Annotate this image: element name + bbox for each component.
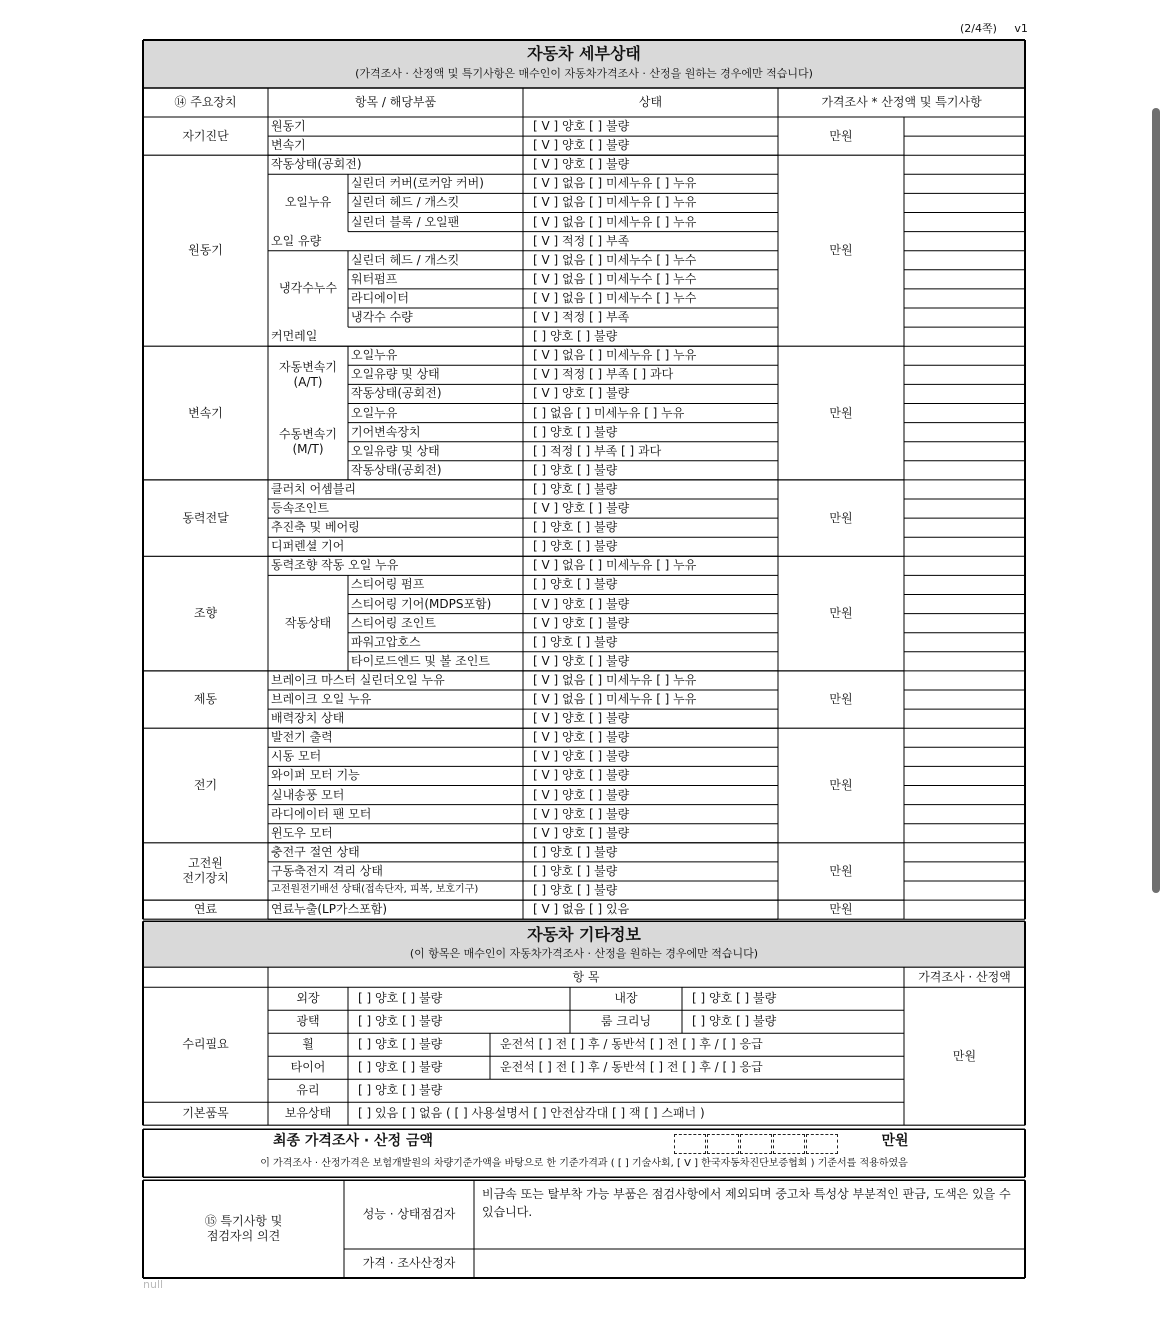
status-options: [ ] 양호 [ ] 불량 bbox=[533, 424, 618, 439]
item-label: 라디에이터 bbox=[351, 290, 409, 305]
other-row-status: [ ] 양호 [ ] 불량 bbox=[692, 991, 777, 1006]
status-options: [ V ] 없음 [ ] 미세누유 [ ] 누유 bbox=[533, 214, 697, 229]
item-label: 충전구 절연 상태 bbox=[271, 844, 360, 859]
column-header: ⑭ 주요장치 bbox=[174, 95, 237, 109]
device-group-label: 조향 bbox=[193, 606, 218, 621]
status-options: [ V ] 양호 [ ] 불량 bbox=[533, 386, 630, 401]
status-options: [ V ] 양호 [ ] 불량 bbox=[533, 501, 630, 516]
final-title: 최종 가격조사 · 산정 금액 bbox=[272, 1133, 434, 1150]
status-options: [ V ] 양호 [ ] 불량 bbox=[533, 787, 630, 802]
status-options: [ ] 양호 [ ] 불량 bbox=[533, 481, 618, 496]
item-label: 파워고압호스 bbox=[351, 634, 421, 649]
other-row-detail: 운전석 [ ] 전 [ ] 후 / 동반석 [ ] 전 [ ] 후 / [ ] 응급 bbox=[500, 1060, 763, 1075]
status-options: [ V ] 양호 [ ] 불량 bbox=[533, 138, 630, 153]
item-label: 스티어링 조인트 bbox=[351, 615, 436, 630]
item-label: 실린더 헤드 / 개스킷 bbox=[351, 252, 460, 267]
section-subtitle-other: (이 항목은 매수인이 자동차가격조사 · 산정을 원하는 경우에만 적습니다) bbox=[409, 947, 759, 961]
vertical-scrollbar[interactable] bbox=[1152, 108, 1160, 893]
item-label: 스티어링 기어(MDPS포함) bbox=[351, 596, 492, 611]
item-label: 실내송풍 모터 bbox=[271, 787, 345, 802]
other-row-label: 룸 크리닝 bbox=[600, 1014, 652, 1029]
item-label: 구동축전지 격리 상태 bbox=[271, 863, 383, 878]
other-row-status: [ ] 양호 [ ] 불량 bbox=[358, 1014, 443, 1029]
subgroup-label: 수동변속기 (M/T) bbox=[279, 426, 337, 456]
item-label: 윈도우 모터 bbox=[271, 825, 333, 840]
status-options: [ V ] 적정 [ ] 부족 bbox=[533, 233, 630, 248]
status-options: [ V ] 양호 [ ] 불량 bbox=[533, 615, 630, 630]
item-label: 실린더 커버(로커암 커버) bbox=[351, 176, 484, 191]
footer-note: null bbox=[143, 1278, 164, 1291]
status-options: [ V ] 양호 [ ] 불량 bbox=[533, 653, 630, 668]
item-label: 클러치 어셈블리 bbox=[271, 481, 356, 496]
version-label: v1 bbox=[1014, 22, 1028, 35]
final-unit: 만원 bbox=[881, 1133, 909, 1150]
status-options: [ ] 양호 [ ] 불량 bbox=[533, 462, 618, 477]
item-label: 브레이크 오일 누유 bbox=[271, 692, 372, 707]
status-options: [ V ] 양호 [ ] 불량 bbox=[533, 711, 630, 726]
device-group-label: 제동 bbox=[193, 692, 218, 707]
status-options: [ ] 양호 [ ] 불량 bbox=[533, 539, 618, 554]
item-label: 디퍼렌셜 기어 bbox=[271, 539, 345, 554]
price-unit: 만원 bbox=[829, 692, 853, 707]
amount-digit-box[interactable] bbox=[773, 1134, 805, 1154]
final-note: 이 가격조사 · 산정가격은 보험개발원의 차량기준가액을 바탕으로 한 기준가격과 ( [ ] 기술사회, [ V ] 한국자동차진단보증협회 ) 기준서를 적용하였음 bbox=[260, 1157, 908, 1169]
status-options: [ V ] 없음 [ ] 미세누유 [ ] 누유 bbox=[533, 195, 697, 210]
other-row-label: 휠 bbox=[302, 1037, 314, 1052]
item-label: 발전기 출력 bbox=[271, 730, 333, 745]
status-options: [ ] 양호 [ ] 불량 bbox=[533, 634, 618, 649]
status-options: [ ] 양호 [ ] 불량 bbox=[533, 577, 618, 592]
other-row-label: 내장 bbox=[614, 991, 638, 1006]
device-group-label: 연료 bbox=[193, 902, 218, 917]
item-label: 기어변속장치 bbox=[351, 424, 421, 439]
status-options: [ V ] 적정 [ ] 부족 bbox=[533, 310, 630, 325]
item-label: 고전원전기배선 상태(접속단자, 피복, 보호기구) bbox=[271, 884, 479, 896]
price-unit: 만원 bbox=[829, 863, 853, 878]
price-unit: 만원 bbox=[829, 510, 853, 525]
status-options: [ V ] 양호 [ ] 불량 bbox=[533, 768, 630, 783]
status-options: [ ] 양호 [ ] 불량 bbox=[533, 520, 618, 535]
other-row-label: 광택 bbox=[296, 1014, 320, 1029]
column-header: 상태 bbox=[638, 95, 663, 109]
subgroup-label: 자동변속기 (A/T) bbox=[279, 359, 337, 389]
item-label: 스티어링 펌프 bbox=[351, 577, 425, 592]
amount-digit-box[interactable] bbox=[674, 1134, 706, 1154]
device-group-label: 자기진단 bbox=[182, 128, 229, 143]
item-label: 동력조향 작동 오일 누유 bbox=[271, 558, 399, 573]
other-price-unit: 만원 bbox=[952, 1048, 977, 1063]
item-label: 오일유량 및 상태 bbox=[351, 443, 440, 458]
other-row-status: [ ] 있음 [ ] 없음 ( [ ] 사용설명서 [ ] 안전삼각대 [ ] 잭 [ ] 스패너 ) bbox=[358, 1106, 705, 1121]
subgroup-label: 냉각수누수 bbox=[279, 281, 337, 296]
item-label: 라디에이터 팬 모터 bbox=[271, 806, 372, 821]
item-label: 타이로드엔드 및 볼 조인트 bbox=[351, 653, 490, 668]
status-options: [ ] 양호 [ ] 불량 bbox=[533, 883, 618, 898]
subgroup-label: 작동상태 bbox=[284, 615, 332, 630]
item-label: 시동 모터 bbox=[271, 749, 322, 764]
amount-digit-box[interactable] bbox=[740, 1134, 772, 1154]
section-subtitle-detail: (가격조사 · 산정액 및 특기사항은 매수인이 자동차가격조사 · 산정을 원하는 경우에만 적습니다) bbox=[355, 67, 813, 81]
device-group-label: 전기 bbox=[193, 777, 218, 792]
inspector-label: 성능 · 상태점검자 bbox=[362, 1207, 456, 1222]
item-label: 냉각수 수량 bbox=[351, 310, 413, 325]
status-options: [ V ] 양호 [ ] 불량 bbox=[533, 749, 630, 764]
item-label: 작동상태(공회전) bbox=[271, 157, 362, 172]
price-unit: 만원 bbox=[829, 777, 853, 792]
status-options: [ V ] 없음 [ ] 미세누유 [ ] 누유 bbox=[533, 692, 697, 707]
price-unit: 만원 bbox=[829, 606, 853, 621]
price-unit: 만원 bbox=[829, 128, 853, 143]
subgroup-label: 오일누유 bbox=[284, 195, 332, 210]
header-price: 가격조사 · 산정액 bbox=[918, 969, 1011, 984]
status-options: [ V ] 없음 [ ] 미세누유 [ ] 누유 bbox=[533, 558, 697, 573]
opinion-label: ⑮ 특기사항 및 점검자의 의견 bbox=[204, 1214, 283, 1244]
status-options: [ V ] 양호 [ ] 불량 bbox=[533, 119, 630, 134]
column-header: 가격조사 * 산정액 및 특기사항 bbox=[821, 95, 982, 109]
status-options: [ ] 적정 [ ] 부족 [ ] 과다 bbox=[533, 443, 662, 458]
amount-digit-box[interactable] bbox=[707, 1134, 739, 1154]
appraiser-opinion-text[interactable] bbox=[474, 1249, 1025, 1278]
device-group-label: 고전원 전기장치 bbox=[182, 856, 229, 886]
item-label: 원동기 bbox=[271, 119, 306, 134]
status-options: [ V ] 양호 [ ] 불량 bbox=[533, 157, 630, 172]
price-unit: 만원 bbox=[829, 243, 853, 258]
other-row-status: [ ] 양호 [ ] 불량 bbox=[692, 1014, 777, 1029]
item-label: 작동상태(공회전) bbox=[351, 462, 442, 477]
other-row-status: [ ] 양호 [ ] 불량 bbox=[358, 1060, 443, 1075]
section-title-detail: 자동차 세부상태 bbox=[527, 44, 641, 63]
status-options: [ V ] 양호 [ ] 불량 bbox=[533, 806, 630, 821]
status-options: [ V ] 양호 [ ] 불량 bbox=[533, 596, 630, 611]
status-options: [ V ] 없음 [ ] 미세누유 [ ] 누유 bbox=[533, 672, 697, 687]
other-row-label: 보유상태 bbox=[284, 1106, 332, 1121]
status-options: [ V ] 없음 [ ] 미세누수 [ ] 누수 bbox=[533, 252, 697, 267]
section-title-other: 자동차 기타정보 bbox=[527, 925, 641, 945]
inspector-opinion-text[interactable]: 비금속 또는 탈부착 가능 부품은 점검사항에서 제외되며 중고차 특성상 부분적인 판금, 도색은 있을 수 있습니다. bbox=[482, 1187, 1011, 1219]
device-group-label: 동력전달 bbox=[182, 510, 229, 525]
item-label: 변속기 bbox=[271, 138, 306, 153]
other-row-label: 타이어 bbox=[290, 1060, 326, 1075]
item-label: 오일유량 및 상태 bbox=[351, 367, 440, 382]
other-row-status: [ ] 양호 [ ] 불량 bbox=[358, 991, 443, 1006]
appraiser-label: 가격 · 조사산정자 bbox=[362, 1256, 456, 1270]
item-label: 오일 유량 bbox=[271, 233, 322, 248]
device-group-label: 원동기 bbox=[188, 243, 223, 258]
item-label: 오일누유 bbox=[351, 405, 398, 420]
basic-group-label: 기본품목 bbox=[182, 1106, 229, 1121]
item-label: 커먼레일 bbox=[271, 329, 318, 344]
item-label: 와이퍼 모터 기능 bbox=[271, 768, 360, 783]
device-group-label: 변속기 bbox=[188, 405, 223, 420]
status-options: [ V ] 없음 [ ] 미세누유 [ ] 누유 bbox=[533, 348, 697, 363]
status-options: [ ] 양호 [ ] 불량 bbox=[533, 329, 618, 344]
item-label: 실린더 헤드 / 개스킷 bbox=[351, 195, 460, 210]
price-unit: 만원 bbox=[829, 902, 853, 917]
status-options: [ V ] 없음 [ ] 있음 bbox=[533, 902, 630, 917]
header-item: 항 목 bbox=[572, 969, 600, 984]
column-header: 항목 / 해당부품 bbox=[354, 95, 437, 109]
other-row-status: [ ] 양호 [ ] 불량 bbox=[358, 1083, 443, 1098]
price-unit: 만원 bbox=[829, 405, 853, 420]
item-label: 등속조인트 bbox=[271, 501, 329, 516]
status-options: [ ] 양호 [ ] 불량 bbox=[533, 863, 618, 878]
amount-digit-box[interactable] bbox=[806, 1134, 838, 1154]
status-options: [ ] 없음 [ ] 미세누유 [ ] 누유 bbox=[533, 405, 685, 420]
item-label: 실린더 블록 / 오일팬 bbox=[351, 214, 460, 229]
status-options: [ V ] 양호 [ ] 불량 bbox=[533, 730, 630, 745]
item-label: 오일누유 bbox=[351, 348, 398, 363]
item-label: 연료누출(LP가스포함) bbox=[271, 902, 388, 917]
item-label: 브레이크 마스터 실린더오일 누유 bbox=[271, 672, 445, 687]
status-options: [ V ] 없음 [ ] 미세누수 [ ] 누수 bbox=[533, 290, 697, 305]
other-row-label: 외장 bbox=[296, 991, 320, 1006]
status-options: [ V ] 없음 [ ] 미세누유 [ ] 누유 bbox=[533, 176, 697, 191]
status-options: [ V ] 적정 [ ] 부족 [ ] 과다 bbox=[533, 367, 674, 382]
other-row-status: [ ] 양호 [ ] 불량 bbox=[358, 1037, 443, 1052]
item-label: 추진축 및 베어링 bbox=[271, 520, 360, 535]
item-label: 배력장치 상태 bbox=[271, 711, 345, 726]
other-row-detail: 운전석 [ ] 전 [ ] 후 / 동반석 [ ] 전 [ ] 후 / [ ] 응급 bbox=[500, 1037, 763, 1052]
status-options: [ ] 양호 [ ] 불량 bbox=[533, 844, 618, 859]
status-options: [ V ] 양호 [ ] 불량 bbox=[533, 825, 630, 840]
page-number: (2/4쪽) bbox=[960, 22, 997, 35]
repair-group-label: 수리필요 bbox=[182, 1037, 229, 1052]
item-label: 워터펌프 bbox=[351, 271, 398, 286]
status-options: [ V ] 없음 [ ] 미세누수 [ ] 누수 bbox=[533, 271, 697, 286]
other-row-label: 유리 bbox=[296, 1083, 320, 1098]
item-label: 작동상태(공회전) bbox=[351, 386, 442, 401]
